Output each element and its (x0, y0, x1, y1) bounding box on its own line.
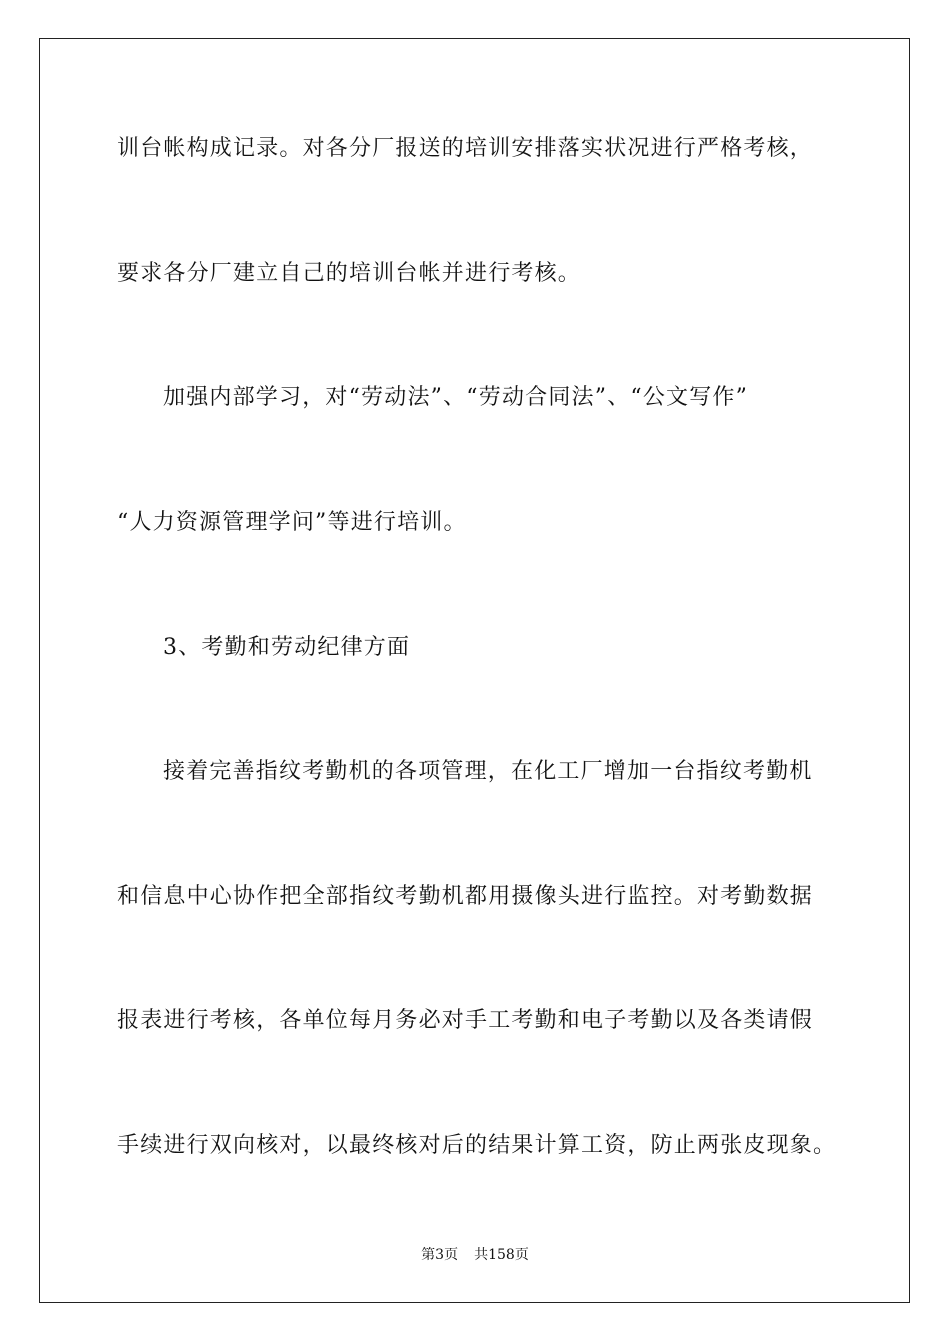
paragraph-line-1: 训台帐构成记录。对各分厂报送的培训安排落实状况进行严格考核， (117, 136, 814, 161)
page-border (39, 38, 910, 1303)
total-pages: 共158页 (474, 1247, 529, 1263)
paragraph-line-8: 报表进行考核，各单位每月务必对手工考勤和电子考勤以及各类请假 (117, 1008, 814, 1033)
paragraph-line-2: 要求各分厂建立自己的培训台帐并进行考核。 (117, 261, 582, 286)
page-number: 第3页 (421, 1247, 459, 1263)
paragraph-line-3: 加强内部学习，对“劳动法”、“劳动合同法”、“公文写作” (163, 385, 749, 410)
page-footer (0, 1246, 950, 1264)
section-heading: 3、考勤和劳动纪律方面 (163, 635, 411, 660)
paragraph-line-9: 手续进行双向核对，以最终核对后的结果计算工资，防止两张皮现象。 (117, 1133, 837, 1158)
paragraph-line-6: 接着完善指纹考勤机的各项管理，在化工厂增加一台指纹考勤机 (163, 759, 813, 784)
paragraph-line-7: 和信息中心协作把全部指纹考勤机都用摄像头进行监控。对考勤数据 (117, 884, 814, 909)
paragraph-line-4: “人力资源管理学问”等进行培训。 (117, 510, 467, 535)
